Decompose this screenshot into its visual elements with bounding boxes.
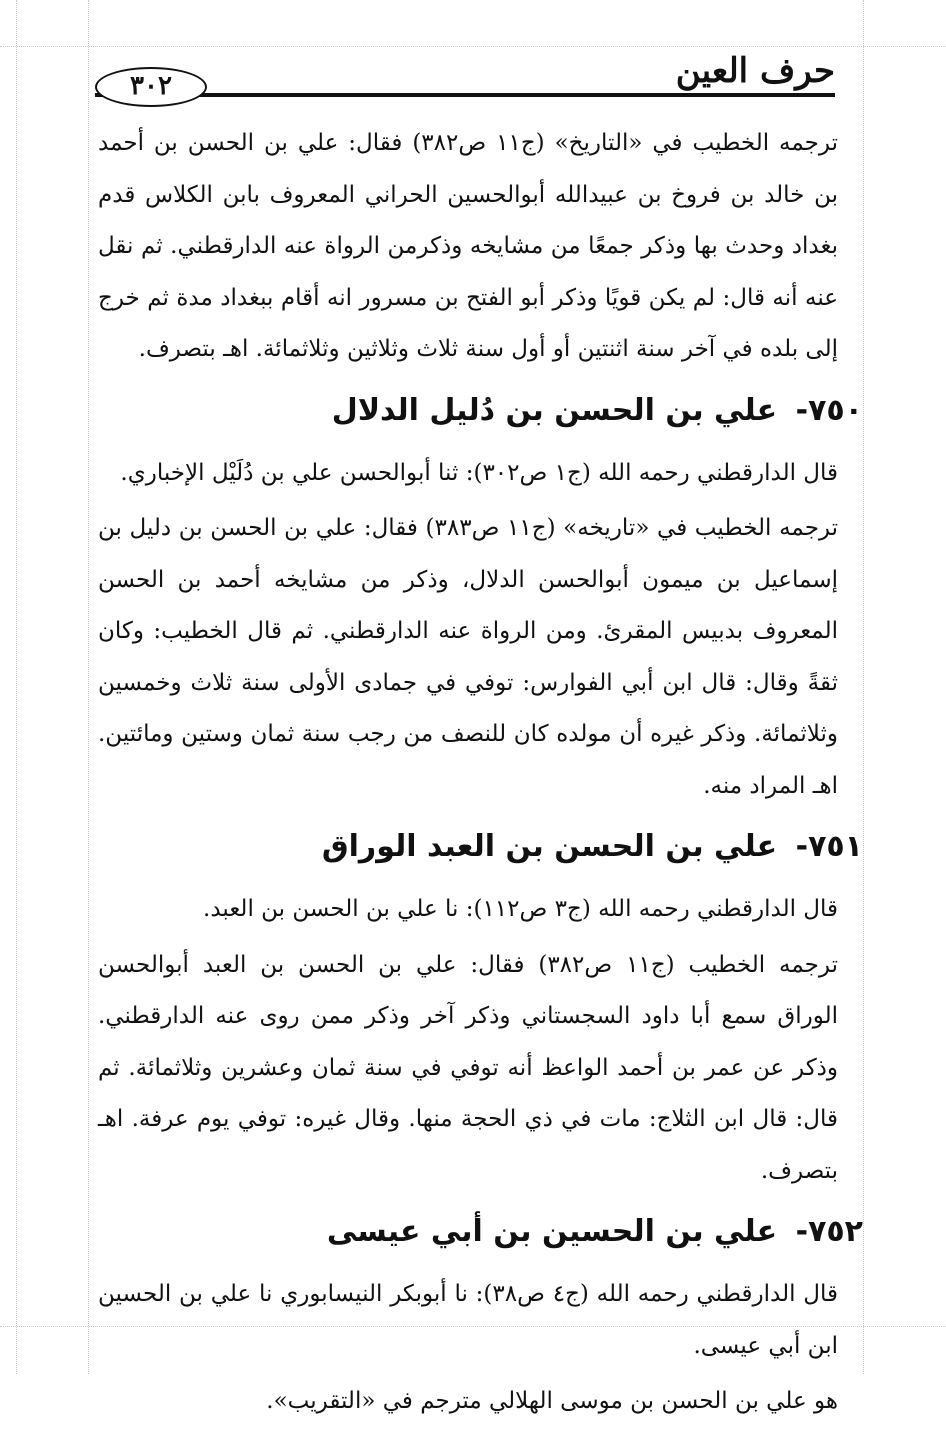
entry-title: علي بن الحسن بن العبد الوراق — [321, 829, 778, 864]
scan-guide-line — [16, 0, 17, 1374]
entry-paragraph: ترجمه الخطيب (ج١١ ص٣٨٢) فقال: علي بن الحسن بن العبد أبوالحسن الوراق سمع أبا داود السجستاني وذكر آخر وذكر ممن روى عنه الدارقطني. وذكر عن عمر بن أحمد الواعظ أنه توفي في سنة ثمان وعشرين وثلاثمائة. ثم قال: قال ابن الثلاج: مات في ذي الحجة منها. وقال غيره: توفي يوم عرفة. اهـ بتصرف. — [98, 951, 838, 1184]
page-body — [98, 118, 863, 1432]
scan-guide-line — [863, 0, 864, 1374]
intro-paragraph: ترجمه الخطيب في «التاريخ» (ج١١ ص٣٨٢) فقال: علي بن الحسن بن أحمد بن خالد بن فروخ بن عبيدالله أبوالحسين الحراني المعروف بابن الكلاس قدم بغداد وحدث بها وذكر جمعًا من مشايخه وذكرمن الرواة عنه الدارقطني. ثم نقل عنه أنه قال: لم يكن قويًا وذكر أبو الفتح بن مسرور انه أقام ببغداد مدة ثم خرج إلى بلده في آخر سنة اثنتين أو أول سنة ثلاث وثلاثين وثلاثمائة. اهـ بتصرف. — [98, 130, 838, 362]
header-rule — [95, 93, 835, 97]
page-header — [95, 51, 835, 103]
entry-number: ٧٥١- — [795, 829, 863, 864]
entry-paragraph: قال الدارقطني رحمه الله (ج١ ص٣٠٢): ثنا أبوالحسن علي بن دُلَيْل الإخباري. — [120, 459, 838, 486]
scan-guide-line — [88, 0, 89, 1374]
entry-paragraph: ترجمه الخطيب في «تاريخه» (ج١١ ص٣٨٣) فقال: علي بن الحسن بن دليل بن إسماعيل بن ميمون أبوالحسن الدلال، وذكر من مشايخه أحمد بن الحسن المعروف بدبيس المقرئ. ومن الرواة عنه الدارقطني. ثم قال الخطيب: وكان ثقةً وقال: قال ابن أبي الفوارس: توفي في جمادى الأولى سنة ثلاث وخمسين وثلاثمائة. وذكر غيره أن مولده كان للنصف من رجب سنة ثمان وستين ومائتين. اهـ المراد منه. — [98, 515, 839, 799]
entry-paragraph: قال الدارقطني رحمه الله (ج٣ ص١١٢): نا علي بن الحسن بن العبد. — [203, 896, 838, 922]
scan-guide-line — [0, 46, 946, 47]
entry-number: ٧٥٢- — [795, 1214, 863, 1249]
entry-paragraph: قال الدارقطني رحمه الله (ج٤ ص٣٨): نا أبوبكر النيسابوري نا علي بن الحسين ابن أبي عيسى. — [98, 1281, 838, 1359]
page-number: ٣٠٢ — [95, 67, 207, 107]
entry-title: علي بن الحسين بن أبي عيسى — [326, 1214, 778, 1249]
entry-heading-751 — [98, 818, 863, 876]
entry-heading-752 — [98, 1203, 863, 1261]
entry-heading-750 — [98, 382, 863, 440]
entry-title: علي بن الحسن بن دُليل الدلال — [331, 392, 778, 428]
entry-number: ٧٥٠- — [795, 392, 863, 428]
running-title: حرف العين — [666, 49, 835, 93]
entry-paragraph: هو علي بن الحسن بن موسى الهلالي مترجم في «التقريب». — [266, 1388, 838, 1414]
